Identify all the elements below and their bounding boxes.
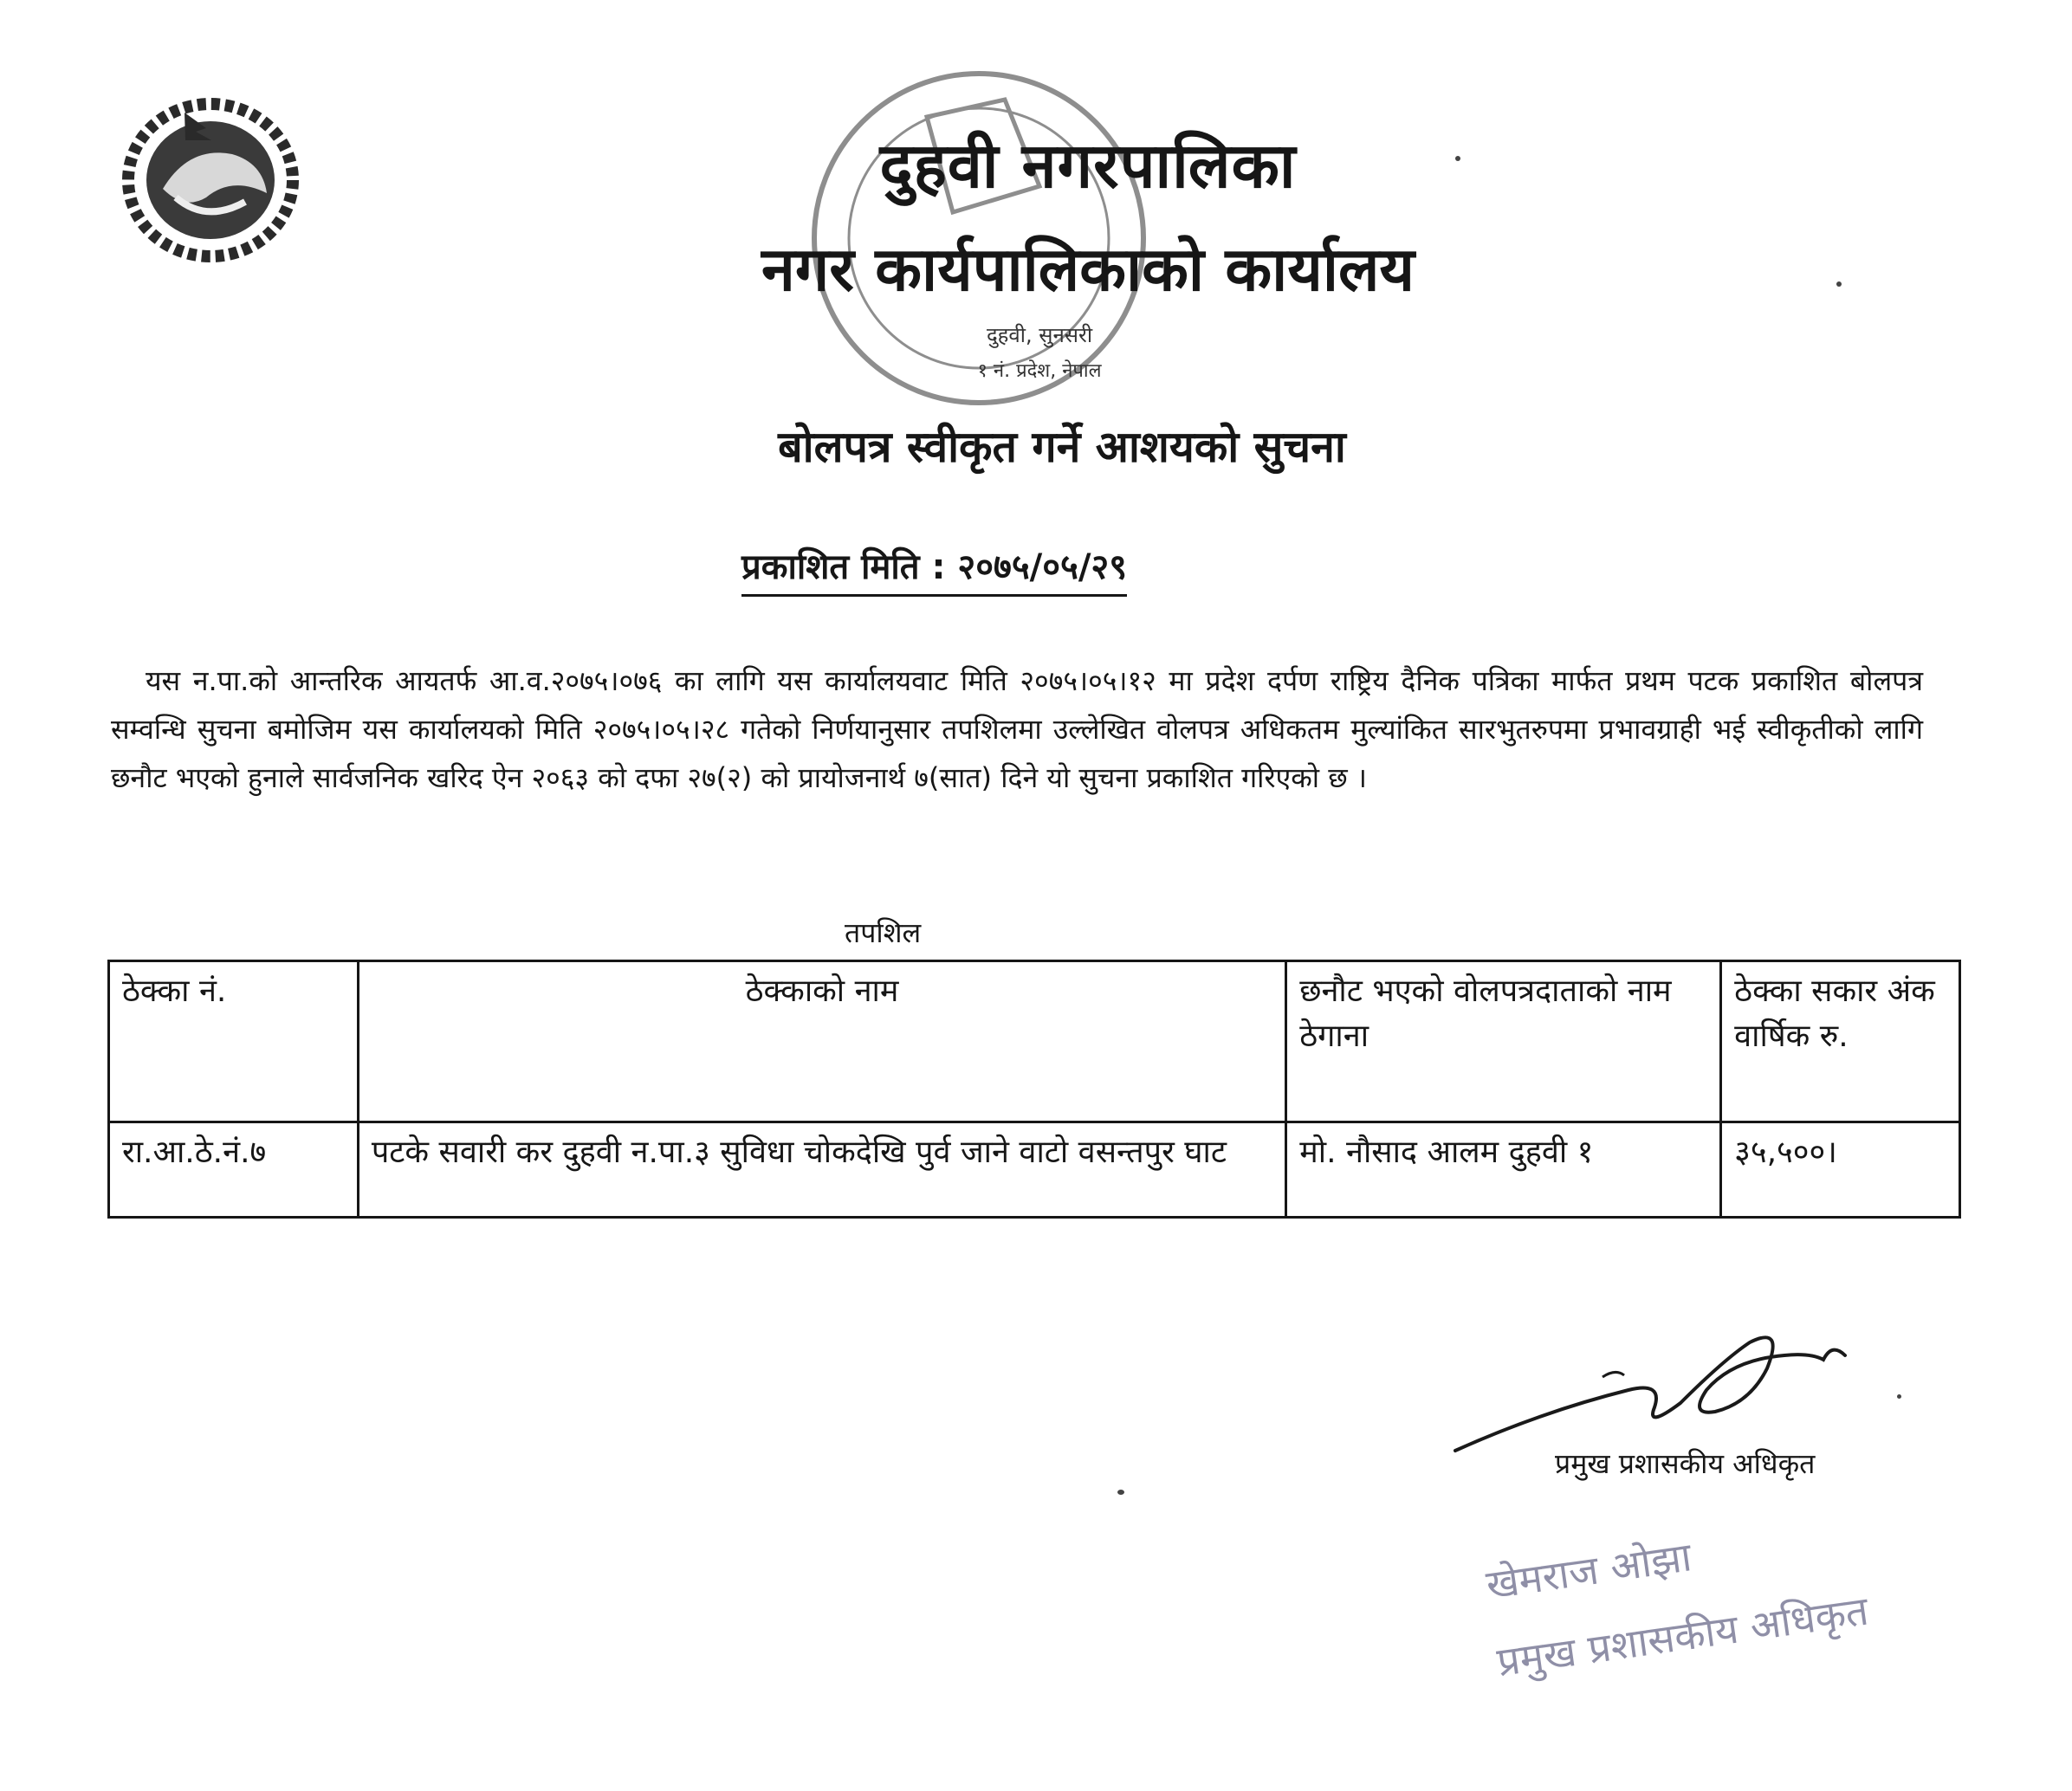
cell-bidder: मो. नौसाद आलम दुहवी १ [1286, 1122, 1721, 1218]
notice-title: बोलपत्र स्वीकृत गर्ने आशयको सुचना [778, 422, 1346, 472]
office-name: नगर कार्यपालिकाको कार्यालय [761, 234, 1415, 305]
name-stamp [1481, 1486, 1932, 1701]
cell-amount: ३५,५००। [1721, 1122, 1960, 1218]
table-header-row [109, 961, 1960, 1122]
signature-icon [1438, 1308, 1923, 1464]
cell-contract-no: रा.आ.ठे.नं.७ [109, 1122, 359, 1218]
scan-speck [1897, 1394, 1901, 1399]
published-date: प्रकाशित मिति : २०७५/०५/२९ [741, 541, 1127, 597]
header-contract-no: ठेक्का नं. [109, 961, 359, 1122]
stamp-designation: प्रमुख प्रशासकीय अधिकृत [1493, 1587, 1872, 1686]
cell-contract-name: पटके सवारी कर दुहवी न.पा.३ सुविधा चोकदेखि पुर्व जाने वाटो वसन्तपुर घाट [358, 1122, 1285, 1218]
schedule-table [107, 960, 1961, 1219]
header-contract-amount: ठेक्का सकार अंक वार्षिक रु. [1721, 961, 1960, 1122]
scan-speck [1117, 1490, 1124, 1495]
scan-speck [1455, 156, 1460, 161]
address-line-1: दुहवी, सुनसरी [986, 323, 1093, 347]
address-line-2: १ नं. प्रदेश, नेपाल [977, 360, 1102, 382]
scan-speck [1836, 281, 1842, 287]
header-contract-name: ठेक्काको नाम [358, 961, 1285, 1122]
schedule-caption: तपशिल [845, 916, 922, 949]
table-row [109, 1122, 1960, 1218]
signatory-title: प्रमुख प्रशासकीय अधिकृत [1555, 1447, 1816, 1480]
municipality-name: दुहवी नगरपालिका [879, 129, 1297, 202]
notice-body: यस न.पा.को आन्तरिक आयतर्फ आ.व.२०७५।०७६ का लागि यस कार्यालयवाट मिति २०७५।०५।१२ मा प्रदेश दर्पण राष्ट्रिय दैनिक पत्रिका मार्फत प्रथम पटक प्रकाशित बोलपत्र सम्वन्धि सुचना बमोजिम यस कार्यालयको मिति २०७५।०५।२८ गतेको निर्णयानुसार तपशिलमा उल्लेखित वोलपत्र अधिकतम मुल्यांकित सारभुतरुपमा प्रभावग्राही भई स्वीकृतीको लागि छनौट भएको हुनाले सार्वजनिक खरिद ऐन २०६३ को दफा २७(२) को प्रायोजनार्थ ७(सात) दिने यो सुचना प्रकाशित गरिएको छ । [111, 664, 1923, 794]
header-bidder-name-address: छनौट भएको वोलपत्रदाताको नाम ठेगाना [1286, 961, 1721, 1122]
stamp-name: खेमराज ओझा [1483, 1533, 1694, 1608]
